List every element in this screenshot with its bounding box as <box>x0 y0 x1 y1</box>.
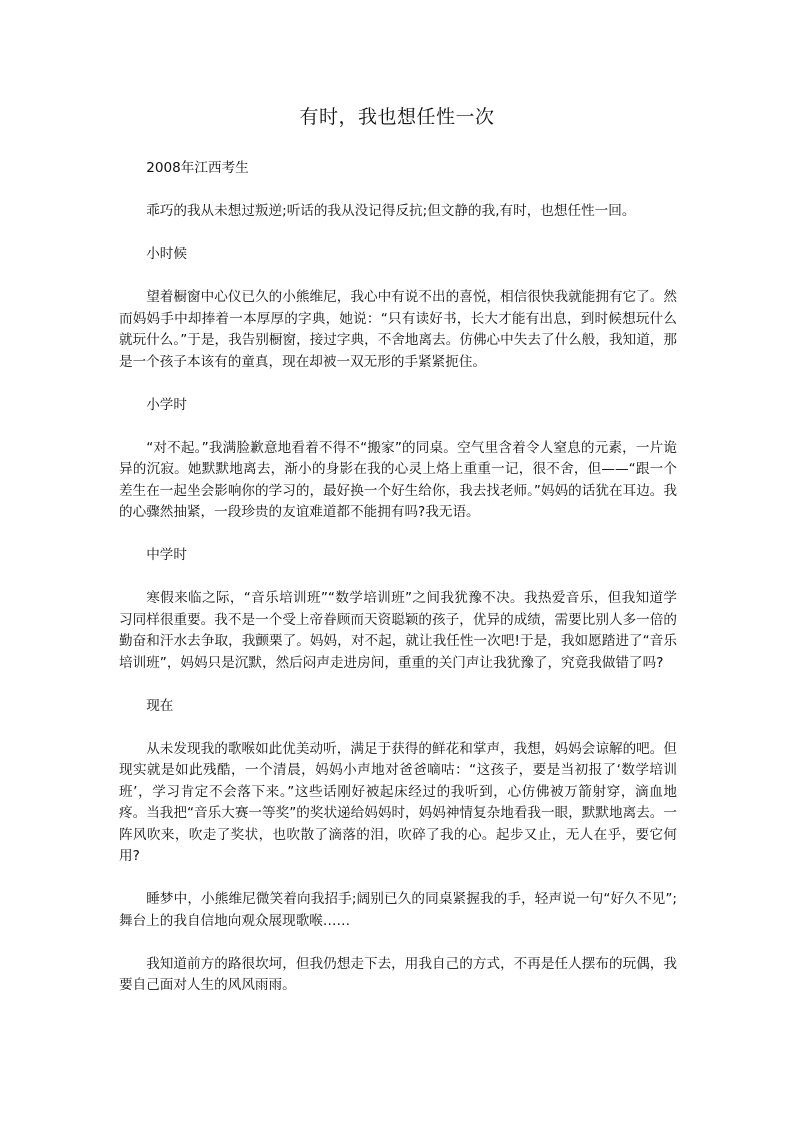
section-paragraph: “对不起。”我满脸歉意地看着不得不“搬家”的同桌。空气里含着令人窒息的元素，一片诡异的沉寂。她默默地离去，渐小的身影在我的心灵上烙上重重一记，很不舍，但——“跟一个差生在一起坐会影响你的学习的，最好换一个好生给你，我去找老师。”妈妈的话犹在耳边。我的心骤然抽紧，一段珍贵的友谊难道都不能拥有吗?我无语。 <box>119 439 677 520</box>
page-title: 有时，我也想任性一次 <box>299 106 495 128</box>
closing-paragraph: 我知道前方的路很坎坷，但我仍想走下去，用我自己的方式，不再是任人摆布的玩偶，我要自己面对人生的风风雨雨。 <box>119 955 677 993</box>
intro-paragraph: 乖巧的我从未想过叛逆;听话的我从没记得反抗;但文静的我,有时，也想任性一回。 <box>146 203 636 219</box>
section-heading: 小学时 <box>146 396 187 413</box>
section-paragraph: 望着橱窗中心仪已久的小熊维尼，我心中有说不出的喜悦，相信很快我就能拥有它了。然而妈妈手中却捧着一本厚厚的字典，她说：“只有读好书，长大才能有出息，到时候想玩什么就玩什么。”于是，我告别橱窗，接过字典，不舍地离去。仿佛心中失去了什么般，我知道，那是一个孩子本该有的童真，现在却被一双无形的手紧紧扼住。 <box>119 289 677 370</box>
section-heading: 小时候 <box>146 246 187 262</box>
closing-paragraph: 睡梦中，小熊维尼微笑着向我招手;阔别已久的同桌紧握我的手，轻声说一句“好久不见”;舞台上的我自信地向观众展现歌喉…… <box>119 891 677 929</box>
article-body <box>119 158 677 1018</box>
byline: 2008年江西考生 <box>146 160 249 176</box>
section-paragraph: 从未发现我的歌喉如此优美动听，满足于获得的鲜花和掌声，我想，妈妈会谅解的吧。但现实就是如此残酷，一个清晨，妈妈小声地对爸爸嘀咕：“这孩子，要是当初报了‘数学培训班’，学习肯定不会落下来。”这些话刚好被起床经过的我听到，心仿佛被万箭射穿，滴血地疼。当我把“音乐大赛一等奖”的奖状递给妈妈时，妈妈神情复杂地看我一眼，默默地离去。一阵风吹来，吹走了奖状，也吹散了滴落的泪，吹碎了我的心。起步又止，无人在乎，要它何用? <box>119 740 677 864</box>
section-paragraph: 寒假来临之际，“音乐培训班”“数学培训班”之间我犹豫不决。我热爱音乐，但我知道学习同样很重要。我不是一个受上帝眷顾而天资聪颖的孩子，优异的成绩，需要比别人多一倍的勤奋和汗水去争取，我颤栗了。妈妈，对不起，就让我任性一次吧!于是，我如愿踏进了“音乐培训班”，妈妈只是沉默，然后闷声走进房间，重重的关门声让我犹豫了，究竟我做错了吗? <box>119 590 677 671</box>
section-heading: 中学时 <box>146 547 187 563</box>
section-heading: 现在 <box>146 697 174 714</box>
